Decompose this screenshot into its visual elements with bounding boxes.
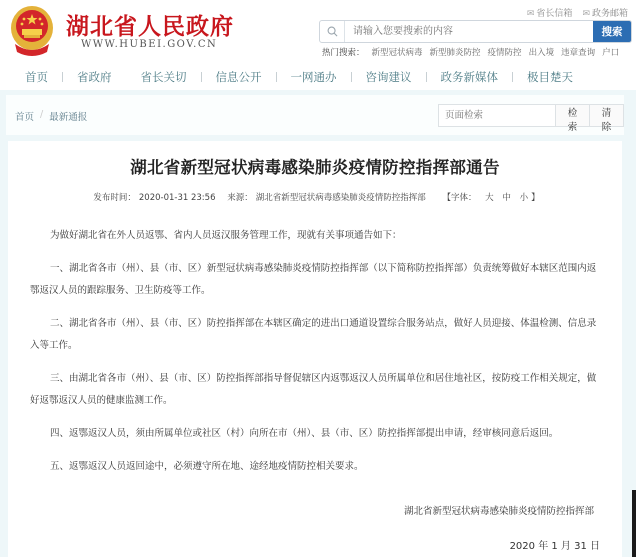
nav-item-one-network-service[interactable]: 一网通办 — [290, 70, 337, 84]
article-meta — [8, 191, 622, 203]
governor-mailbox-link[interactable]: ✉ 省长信箱 — [526, 9, 573, 19]
site-search-box — [319, 20, 632, 43]
article-paragraph: 一、湖北省各市（州）、县（市、区）新型冠状病毒感染肺炎疫情防控指挥部（以下简称防控指挥部）负责统筹做好本辖区范围内返鄂返汉人员的跟踪服务、卫生防疫等工作。 — [30, 263, 597, 296]
article-paragraph: 二、湖北省各市（州）、县（市、区）防控指挥部在本辖区确定的进出口通道设置综合服务站点，做好人员迎接、体温检测、信息录入等工作。 — [30, 318, 597, 351]
nav-divider — [201, 72, 202, 82]
nav-item-provincial-government[interactable]: 省政府 — [77, 70, 112, 84]
publish-time: 2020-01-31 23:56 — [138, 193, 216, 203]
page-search — [438, 104, 624, 133]
hot-search-item[interactable]: 新型肺炎防控 — [429, 48, 481, 58]
nav-item-home[interactable]: 首页 — [25, 70, 48, 84]
article-paragraph: 五、返鄂返汉人员返回途中，必须遵守所在地、途经地疫情防控相关要求。 — [50, 461, 364, 472]
government-email-link[interactable]: ✉ 政务邮箱 — [582, 9, 628, 19]
breadcrumb — [15, 109, 87, 123]
breadcrumb-home[interactable]: 首页 — [15, 112, 35, 123]
source-label: 来源： — [227, 193, 253, 203]
nav-divider — [512, 72, 513, 82]
search-icon — [320, 21, 345, 42]
edge-strip — [632, 490, 636, 557]
site-url: WWW.HUBEI.GOV.CN — [81, 39, 218, 50]
site-header — [0, 0, 636, 64]
font-size-medium[interactable]: 中 — [502, 193, 511, 203]
hot-search-item[interactable]: 新型冠状病毒 — [371, 48, 423, 58]
source: 湖北省新型冠状病毒感染肺炎疫情防控指挥部 — [255, 193, 426, 203]
article-paragraph: 三、由湖北省各市（州）、县（市、区）防控指挥部指导督促辖区内返鄂返汉人员所属单位和居住地社区，按防疫工作相关规定，做好返鄂返汉人员的健康监测工作。 — [30, 373, 597, 406]
breadcrumb-latest-news[interactable]: 最新通报 — [49, 112, 88, 123]
article-title: 湖北省新型冠状病毒感染肺炎疫情防控指挥部通告 — [130, 158, 500, 177]
article-signature: 湖北省新型冠状病毒感染肺炎疫情防控指挥部 — [403, 506, 594, 517]
hot-search-item[interactable]: 疫情防控 — [487, 48, 522, 58]
nav-divider — [426, 72, 427, 82]
main-nav — [0, 64, 636, 92]
nav-divider — [62, 72, 63, 82]
nav-item-new-media[interactable]: 政务新媒体 — [440, 70, 498, 84]
site-search-input[interactable] — [345, 21, 593, 42]
font-size-close: 】 — [531, 193, 540, 203]
top-links — [527, 6, 628, 19]
font-size-small[interactable]: 小 — [519, 193, 529, 203]
hot-search — [322, 46, 619, 58]
nav-divider — [126, 72, 127, 82]
hot-search-item[interactable]: 出入境 — [528, 48, 555, 58]
page-search-input[interactable] — [439, 105, 555, 126]
nav-divider — [276, 72, 277, 82]
nav-item-governor-concerns[interactable]: 省长关切 — [140, 70, 187, 84]
article-paragraph: 为做好湖北省在外人员返鄂、省内人员返汉服务管理工作，现就有关事项通告如下： — [50, 230, 402, 241]
article-date: 2020 年 1 月 31 日 — [509, 541, 600, 552]
font-size-large[interactable]: 大 — [485, 193, 494, 203]
article-body — [30, 225, 605, 489]
site-search-button[interactable]: 搜索 — [593, 21, 631, 42]
envelope-icon: ✉ — [582, 9, 590, 19]
article-paragraph: 四、返鄂返汉人员，须由所属单位或社区（村）向所在市（州）、县（市、区）防控指挥部提出申请，经审核同意后返回。 — [50, 428, 559, 439]
publish-time-label: 发布时间： — [93, 193, 136, 203]
mail-icon: ✉ — [526, 9, 535, 19]
nav-item-jimu-chutian[interactable]: 极目楚天 — [527, 70, 573, 84]
national-emblem-icon[interactable] — [9, 4, 55, 58]
nav-item-information-disclosure[interactable]: 信息公开 — [215, 70, 262, 84]
site-title[interactable]: 湖北省人民政府 — [66, 14, 234, 40]
page-search-button[interactable]: 检索 — [555, 105, 589, 126]
hot-search-item[interactable]: 违章查询 — [561, 48, 596, 58]
article — [8, 141, 622, 557]
nav-divider — [351, 72, 352, 82]
font-size-label: 【字体： — [442, 193, 477, 203]
breadcrumb-separator: / — [40, 109, 44, 120]
hot-search-item[interactable]: 户口 — [602, 48, 620, 58]
page-clear-button[interactable]: 清除 — [589, 105, 623, 126]
nav-item-consultation[interactable]: 咨询建议 — [365, 70, 412, 84]
breadcrumb-bar — [6, 95, 624, 135]
hot-search-label: 热门搜索： — [322, 48, 365, 58]
